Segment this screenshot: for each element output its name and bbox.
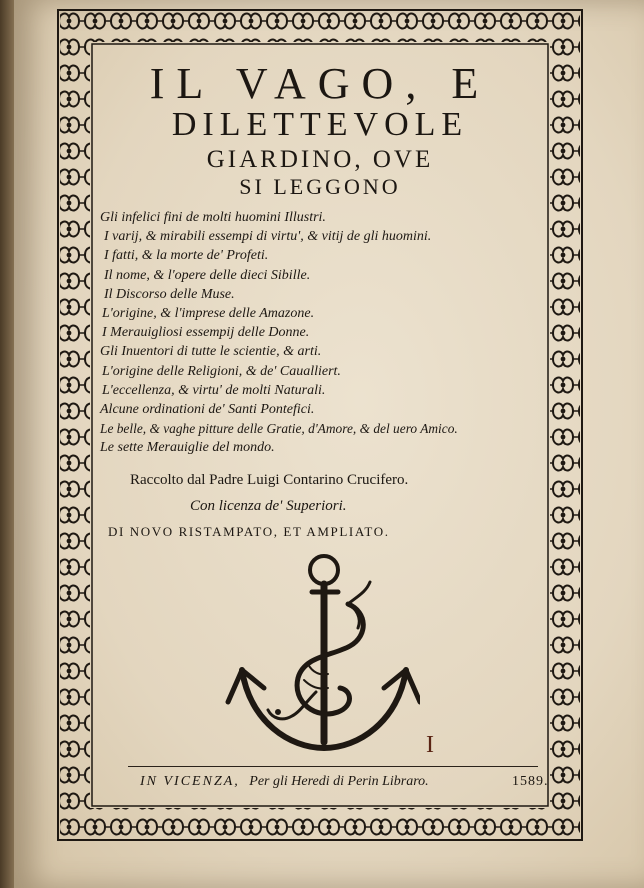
page-content [100, 52, 549, 798]
contents-list [100, 208, 540, 458]
title-line-3: GIARDINO, OVE [206, 146, 434, 173]
contents-item: L'origine, & l'imprese delle Amazone. [102, 306, 315, 322]
contents-item: Il Discorso delle Muse. [104, 286, 235, 302]
contents-item: I fatti, & la morte de' Profeti. [104, 248, 269, 264]
title-line-2: DILETTEVOLE [171, 106, 469, 143]
title-page [14, 0, 644, 888]
contents-item: Gli infelici fini de molti huomini Illustri. [100, 210, 326, 225]
handwritten-mark: I [426, 732, 434, 758]
contents-item: Le belle, & vaghe pitture delle Gratie, d'Amore, & del uero Amico. [100, 421, 458, 437]
contents-item: I varij, & mirabili essempi di virtu', & vitij de gli huomini. [104, 229, 432, 245]
contents-item: L'origine delle Religioni, & de' Caualliert. [102, 363, 341, 379]
anchor-dolphin-printers-device [220, 552, 420, 762]
imprint-place: IN VICENZA, [140, 774, 240, 789]
imprint [140, 774, 549, 790]
contents-item: Gli Inuentori di tutte le scientie, & arti. [100, 344, 322, 360]
contents-item: L'eccellenza, & virtu' de molti Naturali. [102, 382, 326, 398]
ornamental-frame [56, 8, 584, 842]
license-line: Con licenza de' Superiori. [190, 498, 347, 514]
title-line-1: IL VAGO, E [149, 59, 491, 108]
compiler-credit: Raccolto dal Padre Luigi Contarino Crucifero. [130, 472, 409, 488]
title-line-4: SI LEGGONO [239, 174, 401, 199]
contents-item: Le sette Merauiglie del mondo. [100, 440, 275, 456]
imprint-rule [128, 766, 538, 767]
imprint-year: 1589. [512, 774, 549, 789]
imprint-printer: Per gli Heredi di Perin Libraro. [249, 774, 429, 789]
contents-item: I Merauigliosi essempij delle Donne. [102, 325, 310, 341]
reprint-notice: DI NOVO RISTAMPATO, ET AMPLIATO. [108, 524, 390, 539]
contents-item: Alcune ordinationi de' Santi Pontefici. [100, 402, 315, 418]
contents-item: Il nome, & l'opere delle dieci Sibille. [104, 267, 311, 283]
